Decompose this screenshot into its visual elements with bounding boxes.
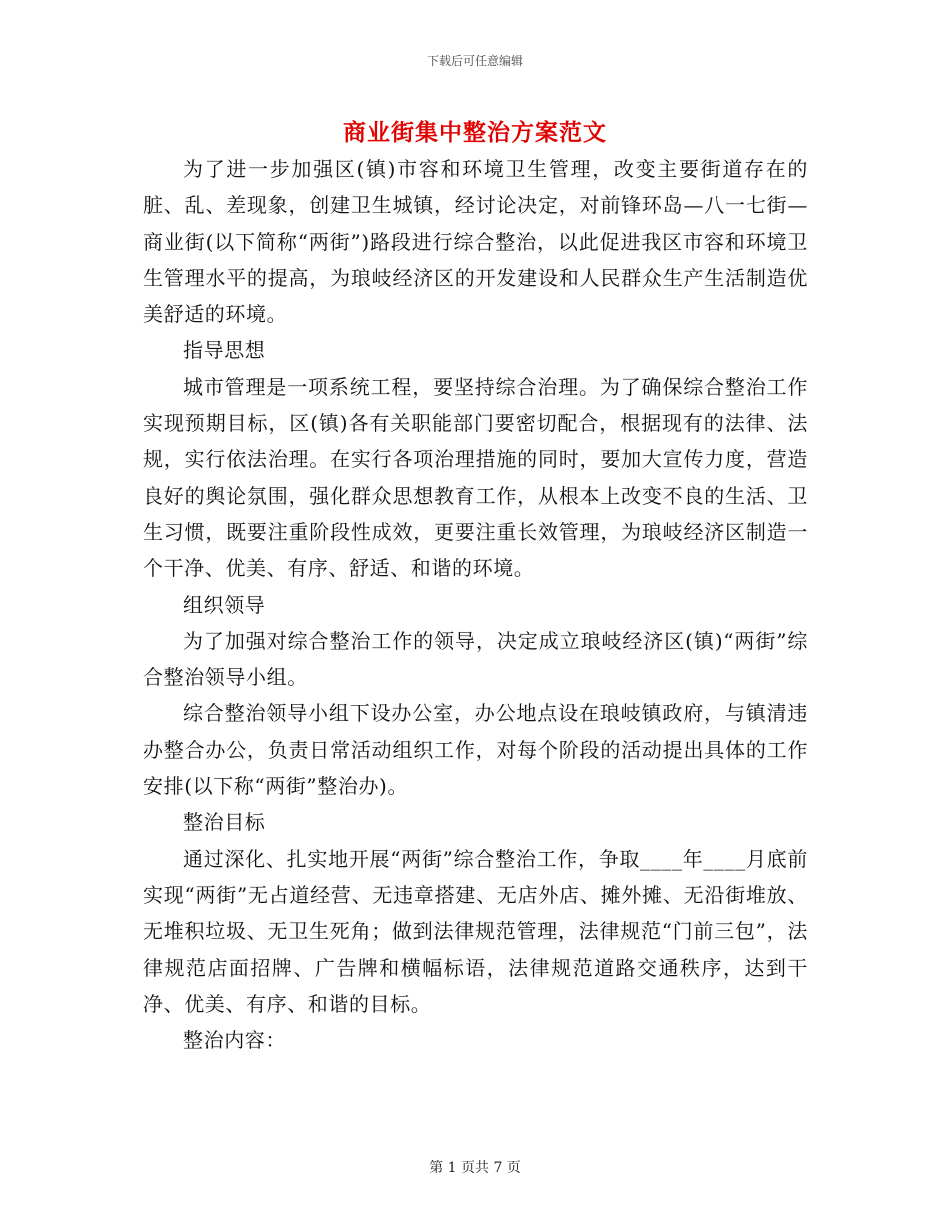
section-heading-goals: 整治目标	[183, 810, 266, 835]
section-heading-leadership: 组织领导	[183, 592, 266, 617]
intro-paragraph: 为了进一步加强区(镇)市容和环境卫生管理，改变主要街道存在的脏、乱、差现象，创建卫生城镇，经讨论决定，对前锋环岛—八一七街—商业街(以下简称“两街”)路段进行综合整治，以此促进我区市容和环境卫生管理水平的提高，为琅岐经济区的开发建设和人民群众生产生活制造优美舒适的环境。	[143, 157, 808, 327]
document-body	[143, 151, 808, 1058]
section-heading-guiding-ideology: 指导思想	[183, 338, 266, 363]
body-paragraph: 城市管理是一项系统工程，要坚持综合治理。为了确保综合整治工作实现预期目标，区(镇)各有关职能部门要密切配合，根据现有的法律、法规，实行依法治理。在实行各项治理措施的同时，要加大宣传力度，营造良好的舆论氛围，强化群众思想教育工作，从根本上改变不良的生活、卫生习惯，既要注重阶段性成效，更要注重长效管理，为琅岐经济区制造一个干净、优美、有序、舒适、和谐的环境。	[143, 374, 808, 581]
section-heading-content: 整治内容：	[183, 1028, 286, 1053]
document-title: 商业街集中整治方案范文	[343, 120, 607, 146]
body-paragraph: 为了加强对综合整治工作的领导，决定成立琅岐经济区(镇)“两街”综合整治领导小组。	[143, 628, 808, 690]
body-paragraph: 综合整治领导小组下设办公室，办公地点设在琅岐镇政府，与镇清违办整合办公，负责日常活动组织工作，对每个阶段的活动提出具体的工作安排(以下称“两街”整治办)。	[143, 701, 808, 799]
header-note: 下载后可任意编辑	[426, 54, 523, 68]
page-footer: 第 1 页共 7 页	[429, 1160, 521, 1176]
body-paragraph: 通过深化、扎实地开展“两街”综合整治工作，争取____年____月底前实现“两街”无占道经营、无违章搭建、无店外店、摊外摊、无沿街堆放、无堆积垃圾、无卫生死角；做到法律规范管理，法律规范“门前三包”，法律规范店面招牌、广告牌和横幅标语，法律规范道路交通秩序，达到干净、优美、有序、和谐的目标。	[143, 846, 808, 1016]
